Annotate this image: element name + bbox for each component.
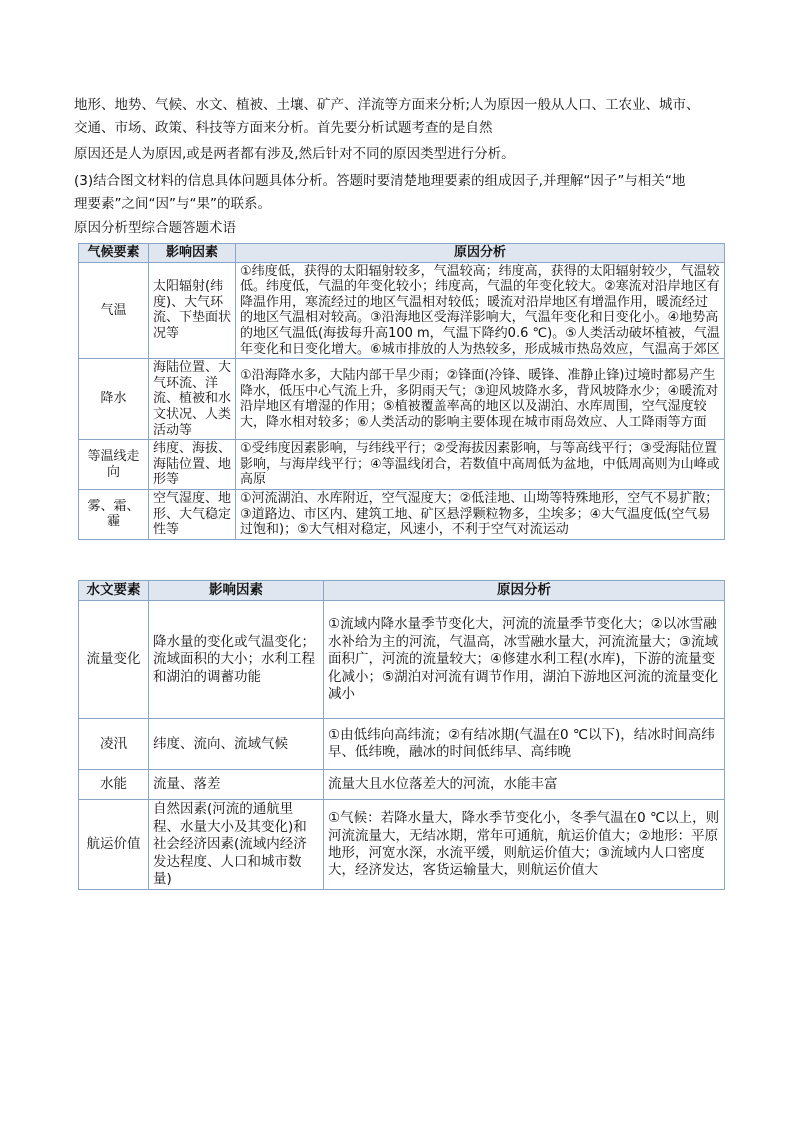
analysis-cell: ①流域内降水量季节变化大，河流的流量季节变化大；②以冰雪融水补给为主的河流，气温高，冰雪融水量大，河流流量大；③流域面积广，河流的流量较大；④修建水利工程(水库)，下游的流量变化减小；⑤湖泊对河流有调节作用，湖泊下游地区河流的流量变化减小 bbox=[324, 601, 725, 719]
element-cell: 气温 bbox=[79, 262, 149, 359]
climate-table bbox=[78, 243, 725, 540]
header-cell: 水文要素 bbox=[79, 581, 149, 601]
element-cell: 雾、霜、霾 bbox=[79, 489, 149, 539]
header-cell: 气候要素 bbox=[79, 244, 149, 263]
header-cell: 影响因素 bbox=[149, 581, 324, 601]
hydrology-table bbox=[78, 580, 725, 890]
intro-line-3: 原因还是人为原因,或是两者都有涉及,然后针对不同的原因类型进行分析。 bbox=[74, 146, 515, 162]
table-row bbox=[79, 601, 725, 719]
analysis-cell: ①由低纬向高纬流；②有结冰期(气温在0 ℃以下)，结冰时间高纬早、低纬晚，融冰的时间低纬早、高纬晚 bbox=[324, 719, 725, 770]
intro-line-5: 理要素”之间“因”与“果”的联系。 bbox=[74, 196, 271, 212]
analysis-cell: ①纬度低，获得的太阳辐射较多，气温较高；纬度高，获得的太阳辐射较少，气温较低。纬度低，气温的年变化较小；纬度高，气温的年变化较大。②寒流对沿岸地区有降温作用，寒流经过的地区气温相对较低；暖流对沿岸地区有增温作用，暖流经过的地区气温相对较高。③沿海地区受海洋影响大，气温年变化和日变化小。④地势高的地区气温低(海拔每升高100 m，气温下降约0.6 ℃)。⑤人类活动破坏植被，气温年变化和日变化增大。⑥城市排放的人为热较多，形成城市热岛效应，气温高于郊区 bbox=[236, 262, 725, 359]
analysis-cell: ①沿海降水多，大陆内部干旱少雨；②锋面(冷锋、暖锋、准静止锋)过境时都易产生降水，低压中心气流上升，多阴雨天气；③迎风坡降水多，背风坡降水少；④暖流对沿岸地区有增湿的作用；⑤植被覆盖率高的地区以及湖泊、水库周围，空气湿度较大，降水相对较多；⑥人类活动的影响主要体现在城市雨岛效应、人工降雨等方面 bbox=[236, 359, 725, 440]
factors-cell: 自然因素(河流的通航里程、水量大小及其变化)和社会经济因素(流域内经济发达程度、人口和城市数量) bbox=[149, 800, 324, 890]
factors-cell: 降水量的变化或气温变化；流域面积的大小；水利工程和湖泊的调蓄功能 bbox=[149, 601, 324, 719]
factors-cell: 太阳辐射(纬度)、大气环流、下垫面状况等 bbox=[149, 262, 236, 359]
element-cell: 等温线走向 bbox=[79, 440, 149, 490]
table-row bbox=[79, 719, 725, 770]
intro-line-1: 地形、地势、气候、水文、植被、土壤、矿产、洋流等方面来分析;人为原因一般从人口、工农业、城市、 bbox=[74, 97, 700, 113]
table-header-row bbox=[79, 244, 725, 263]
intro-line-2: 交通、市场、政策、科技等方面来分析。首先要分析试题考查的是自然 bbox=[74, 120, 493, 136]
table-header-row bbox=[79, 581, 725, 601]
header-cell: 原因分析 bbox=[324, 581, 725, 601]
factors-cell: 空气湿度、地形、大气稳定性等 bbox=[149, 489, 236, 539]
element-cell: 航运价值 bbox=[79, 800, 149, 890]
analysis-cell: ①受纬度因素影响，与纬线平行；②受海拔因素影响，与等高线平行；③受海陆位置影响，与海岸线平行；④等温线闭合，若数值中高周低为盆地，中低周高则为山峰或高原 bbox=[236, 440, 725, 490]
table-row bbox=[79, 770, 725, 800]
factors-cell: 纬度、海拔、海陆位置、地形等 bbox=[149, 440, 236, 490]
table-caption: 原因分析型综合题答题术语 bbox=[74, 220, 236, 236]
analysis-cell: ①气候：若降水量大，降水季节变化小，冬季气温在0 ℃以上，则河流流量大，无结冰期，常年可通航，航运价值大；②地形：平原地形，河宽水深，水流平缓，则航运价值大；③流域内人口密度大，经济发达，客货运输量大，则航运价值大 bbox=[324, 800, 725, 890]
element-cell: 凌汛 bbox=[79, 719, 149, 770]
element-cell: 降水 bbox=[79, 359, 149, 440]
factors-cell: 纬度、流向、流域气候 bbox=[149, 719, 324, 770]
table-row bbox=[79, 359, 725, 440]
header-cell: 影响因素 bbox=[149, 244, 236, 263]
element-cell: 流量变化 bbox=[79, 601, 149, 719]
factors-cell: 流量、落差 bbox=[149, 770, 324, 800]
intro-line-4: (3)结合图文材料的信息具体问题具体分析。答题时要清楚地理要素的组成因子,并理解“因子”与相关“地 bbox=[74, 173, 686, 189]
analysis-cell: ①河流湖泊、水库附近，空气湿度大；②低洼地、山坳等特殊地形，空气不易扩散；③道路边、市区内、建筑工地、矿区悬浮颗粒物多，尘埃多；④大气温度低(空气易过饱和)；⑤大气相对稳定，风速小，不利于空气对流运动 bbox=[236, 489, 725, 539]
element-cell: 水能 bbox=[79, 770, 149, 800]
factors-cell: 海陆位置、大气环流、洋流、植被和水文状况、人类活动等 bbox=[149, 359, 236, 440]
table-row bbox=[79, 440, 725, 490]
table-row bbox=[79, 800, 725, 890]
analysis-cell: 流量大且水位落差大的河流，水能丰富 bbox=[324, 770, 725, 800]
header-cell: 原因分析 bbox=[236, 244, 725, 263]
table-row bbox=[79, 489, 725, 539]
table-row bbox=[79, 262, 725, 359]
